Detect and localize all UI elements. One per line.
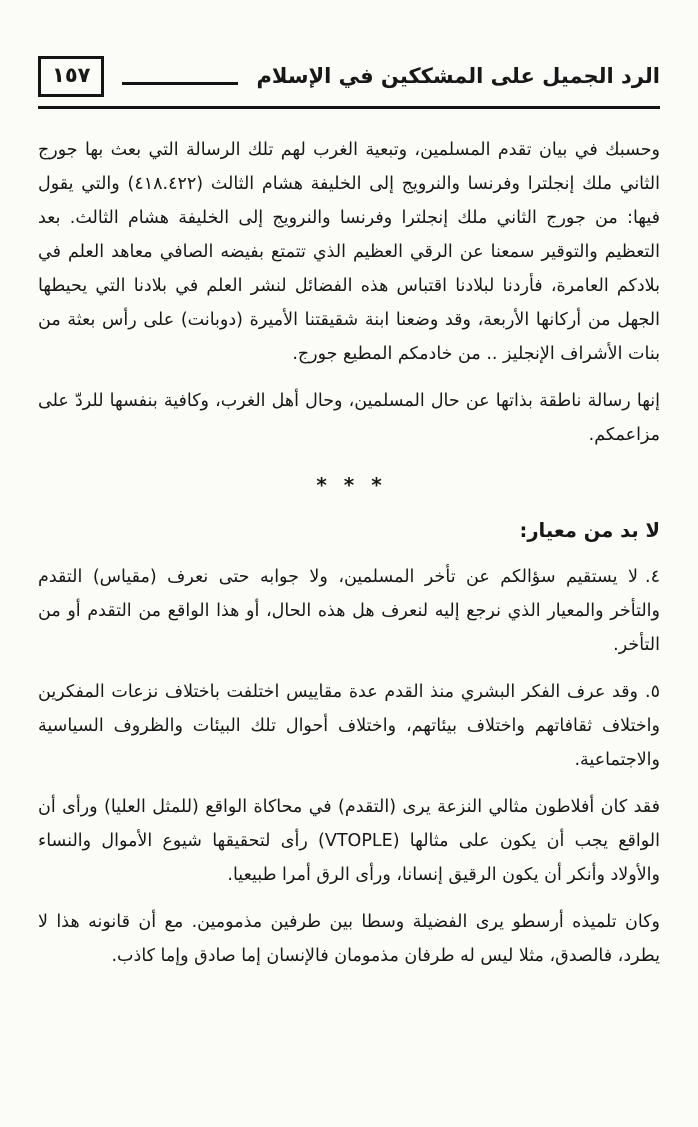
book-title: الرد الجميل على المشككين في الإسلام [256,64,660,89]
section-heading: لا بد من معيار: [519,518,660,542]
numbered-item-5 [38,675,660,777]
page-header [38,56,660,109]
plato-paragraph: فقد كان أفلاطون مثالي النزعة يرى (التقدم) في محاكاة الواقع (للمثل العليا) ورأى أن الواقع يجب أن يكون على مثالها (VTOPLE) رأى لتحقيقها شيوع الأموال والنساء والأولاد وأنكر أن يكون الرقيق إنسانا، ورأى الرق أمرا طبيعيا. [38,796,660,885]
header-connector-line [122,82,238,85]
page-number: ١٥٧ [52,63,91,87]
item-text: وقد عرف الفكر البشري منذ القدم عدة مقاييس اختلفت باختلاف نزعات المفكرين واختلاف ثقافاتهم واختلاف بيئاتهم، واختلاف أحوال تلك البيئات والظروف السياسية والاجتماعية. [38,681,660,770]
item-text: لا يستقيم سؤالكم عن تأخر المسلمين، ولا جوابه حتى نعرف (مقياس) التقدم والتأخر والمعيار الذي نرجع إليه لنعرف هل هذه الحال، أو هذا الواقع من التقدم أو من التأخر. [38,566,660,655]
numbered-item-4 [38,560,660,662]
header-rule [38,106,660,109]
letter-paragraph: وحسبك في بيان تقدم المسلمين، وتبعية الغرب لهم تلك الرسالة التي بعث بها جورج الثاني ملك إنجلترا وفرنسا والنرويج إلى الخليفة هشام الثالث (٤١٨.٤٢٢) والتي يقول فيها: من جورج الثاني ملك إنجلترا وفرنسا والنرويج إلى الخليفة هشام الثالث. بعد التعظيم والتوقير سمعنا عن الرقي العظيم الذي تتمتع بفيضه الصافي معاهد العلم في بلادكم العامرة، فأردنا لبلادنا اقتباس هذه الفضائل لنشر العلم في بلادنا التي يحيطها الجهل من أركانها الأربعة، وقد وضعنا ابنة شقيقتنا الأميرة (دوبانت) على رأس بعثة من بنات الأشراف الإنجليز .. من خادمكم المطيع جورج. [38,139,660,364]
item-number: ٤. [645,566,660,587]
conclusion-paragraph: إنها رسالة ناطقة بذاتها عن حال المسلمين، وحال أهل الغرب، وكافية بنفسها للردّ على مزاعمكم. [38,390,660,445]
header-row [38,56,660,97]
page-number-box [38,56,104,97]
aristotle-paragraph: وكان تلميذه أرسطو يرى الفضيلة وسطا بين طرفين مذمومين. مع أن قانونه هذا لا يطرد، فالصدق، مثلا ليس له طرفان مذمومان فالإنسان إما صادق وإما كاذب. [38,911,660,966]
page-body [38,133,660,973]
item-number: ٥. [645,681,660,702]
section-separator: * * * [316,472,382,497]
